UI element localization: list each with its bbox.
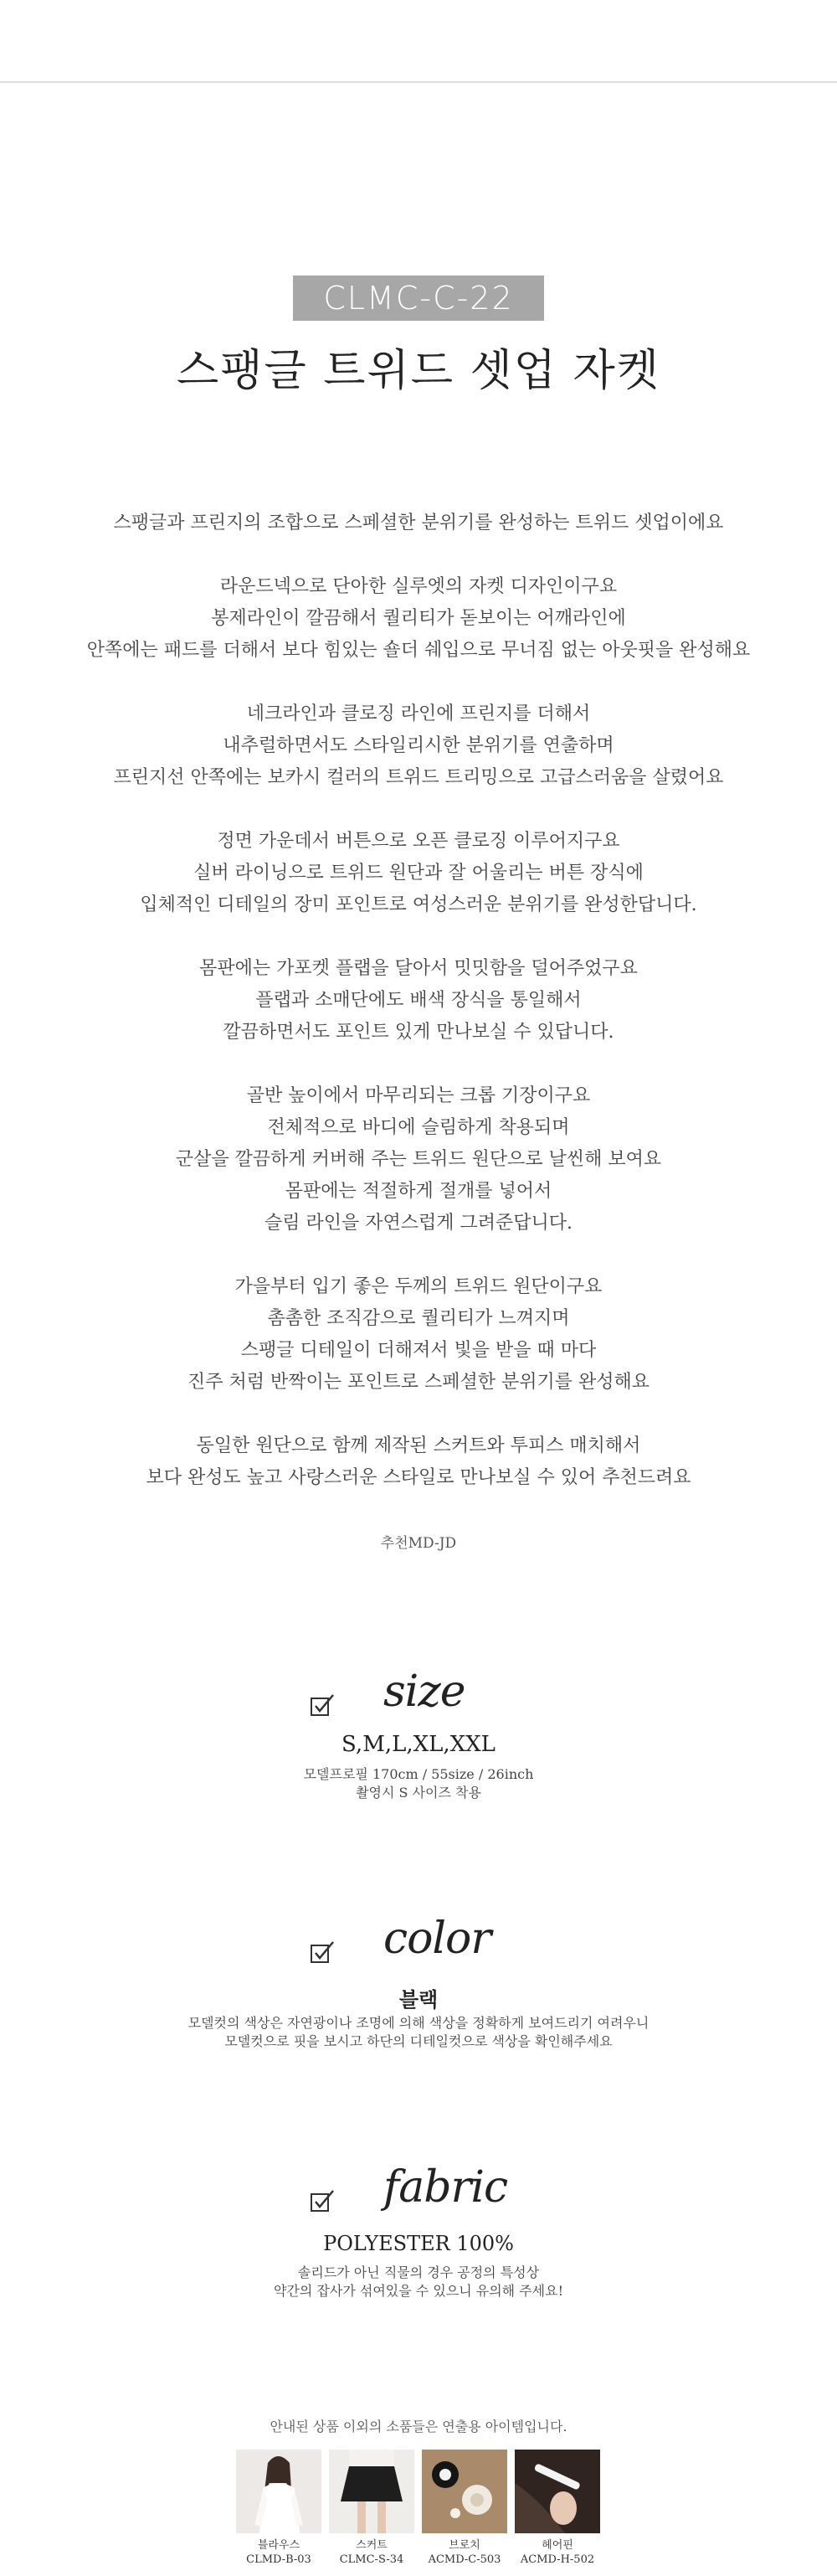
fabric-heading: fabric xyxy=(383,2162,508,2213)
fabric-value: POLYESTER 100% xyxy=(323,2232,514,2255)
desc-paragraph xyxy=(0,698,837,794)
size-note: 모델프로필 170cm / 55size / 26inch xyxy=(303,1766,534,1782)
desc-line: 스팽글 디테일이 더해져서 빛을 받을 때 마다 xyxy=(240,1340,597,1361)
desc-line: 실버 라이닝으로 트위드 원단과 잘 어울리는 버튼 장식에 xyxy=(193,863,644,884)
desc-line: 프린지선 안쪽에는 보카시 컬러의 트위드 트리밍으로 고급스러움을 살렸어요 xyxy=(113,767,724,788)
desc-line: 골반 높이에서 마무리되는 크롭 기장이구요 xyxy=(246,1085,591,1106)
accessory-caption xyxy=(329,2538,414,2567)
desc-line: 몸판에는 적절하게 절개를 넣어서 xyxy=(285,1181,552,1202)
checkbox-icon xyxy=(310,1692,336,1718)
color-heading: color xyxy=(383,1914,491,1964)
accessory-caption xyxy=(236,2538,321,2567)
hairpin-thumbnail-image xyxy=(515,2450,600,2533)
header-divider xyxy=(0,81,837,83)
accessory-name: 스커트 xyxy=(356,2539,388,2552)
fabric-note: 약간의 잡사가 섞여있을 수 있으니 유의해 주세요! xyxy=(273,2283,564,2299)
desc-line: 입체적인 디테일의 장미 포인트로 여성스러운 분위기를 완성한답니다. xyxy=(140,894,697,915)
desc-paragraph xyxy=(0,1080,837,1239)
accessory-code: CLMD-B-03 xyxy=(246,2553,311,2566)
fabric-section-header xyxy=(0,2162,837,2221)
accessory-item[interactable] xyxy=(329,2450,414,2567)
desc-line: 몸판에는 가포켓 플랩을 달아서 밋밋함을 덜어주었구요 xyxy=(199,958,638,979)
color-notes xyxy=(0,2014,837,2051)
desc-line: 동일한 원단으로 함께 제작된 스커트와 투피스 매치해서 xyxy=(196,1435,641,1456)
size-values: S,M,L,XL,XXL xyxy=(341,1732,496,1757)
checkbox-icon xyxy=(310,1939,336,1965)
skirt-thumbnail-image xyxy=(329,2450,414,2533)
blouse-thumbnail-image xyxy=(236,2450,321,2533)
product-title: 스팽글 트위드 셋업 자켓 xyxy=(177,346,660,396)
desc-line: 군살을 깔끔하게 커버해 주는 트위드 원단으로 날씬해 보여요 xyxy=(175,1149,662,1170)
desc-line: 라운드넥으로 단아한 실루엣의 자켓 디자인이구요 xyxy=(219,576,618,597)
md-recommendation: 추천MD-JD xyxy=(380,1535,457,1552)
desc-line: 보다 완성도 높고 사랑스러운 스타일로 만나보실 수 있어 추천드려요 xyxy=(146,1467,691,1488)
size-heading: size xyxy=(383,1667,465,1717)
accessory-name: 헤어핀 xyxy=(542,2539,573,2552)
desc-line: 진주 처럼 반짝이는 포인트로 스페셜한 분위기를 완성해요 xyxy=(187,1372,650,1393)
size-note: 촬영시 S 사이즈 착용 xyxy=(356,1785,481,1801)
desc-line: 가을부터 입기 좋은 두께의 트위드 원단이구요 xyxy=(234,1276,603,1297)
desc-line: 내추럴하면서도 스타일리시한 분위기를 연출하며 xyxy=(223,735,614,756)
brooch-thumbnail-image xyxy=(422,2450,507,2533)
color-note: 모델컷의 색상은 자연광이나 조명에 의해 색상을 정확하게 보여드리기 여려우니 xyxy=(187,2015,650,2031)
size-notes xyxy=(0,1765,837,1802)
accessory-code: ACMD-H-502 xyxy=(520,2553,595,2566)
accessory-code: ACMD-C-503 xyxy=(428,2553,501,2566)
desc-line: 촘촘한 조직감으로 퀄리티가 느껴지며 xyxy=(267,1308,570,1329)
checkbox-icon xyxy=(310,2187,336,2214)
desc-line: 네크라인과 클로징 라인에 프린지를 더해서 xyxy=(246,703,591,724)
desc-paragraph xyxy=(0,1271,837,1399)
desc-line: 깔끔하면서도 포인트 있게 만나보실 수 있답니다. xyxy=(223,1022,614,1043)
desc-paragraph xyxy=(0,953,837,1048)
desc-paragraph xyxy=(0,1430,837,1494)
desc-line: 플랩과 소매단에도 배색 장식을 통일해서 xyxy=(255,990,582,1011)
accessory-name: 블라우스 xyxy=(257,2539,300,2552)
desc-paragraph xyxy=(0,571,837,667)
desc-paragraph xyxy=(0,507,837,539)
color-section-header xyxy=(0,1914,837,1972)
color-note: 모델컷으로 핏을 보시고 하단의 디테일컷으로 색상을 확인해주세요 xyxy=(224,2033,613,2049)
fabric-note: 솔리드가 아닌 직물의 경우 공정의 특성상 xyxy=(297,2264,540,2280)
desc-line: 안쪽에는 패드를 더해서 보다 힘있는 숄더 쉐입으로 무너짐 없는 아웃핏을 완성해요 xyxy=(86,640,751,661)
color-value: 블랙 xyxy=(398,1988,439,2012)
product-description xyxy=(0,507,837,1526)
desc-paragraph xyxy=(0,826,837,921)
desc-line: 스팽글과 프린지의 조합으로 스페셜한 분위기를 완성하는 트위드 셋업이에요 xyxy=(113,513,724,533)
product-code-badge: CLMC-C-22 xyxy=(293,276,544,321)
fabric-notes xyxy=(0,2264,837,2300)
accessory-item[interactable] xyxy=(422,2450,507,2567)
size-section-header xyxy=(0,1667,837,1725)
desc-line: 정면 가운데서 버튼으로 오픈 클로징 이루어지구요 xyxy=(217,831,620,852)
accessory-code: CLMC-S-34 xyxy=(339,2553,404,2566)
desc-line: 전체적으로 바디에 슬림하게 착용되며 xyxy=(267,1117,570,1138)
accessory-item[interactable] xyxy=(236,2450,321,2567)
accessory-name: 브로치 xyxy=(449,2539,480,2552)
accessory-caption xyxy=(515,2538,600,2567)
accessory-caption xyxy=(422,2538,507,2567)
accessory-thumbnails xyxy=(236,2450,604,2576)
desc-line: 봉제라인이 깔끔해서 퀄리티가 돋보이는 어깨라인에 xyxy=(211,608,626,629)
desc-line: 슬림 라인을 자연스럽게 그려준답니다. xyxy=(264,1213,573,1234)
props-notice: 안내된 상품 이외의 소품들은 연출용 아이템입니다. xyxy=(270,2419,567,2434)
accessory-item[interactable] xyxy=(515,2450,600,2567)
